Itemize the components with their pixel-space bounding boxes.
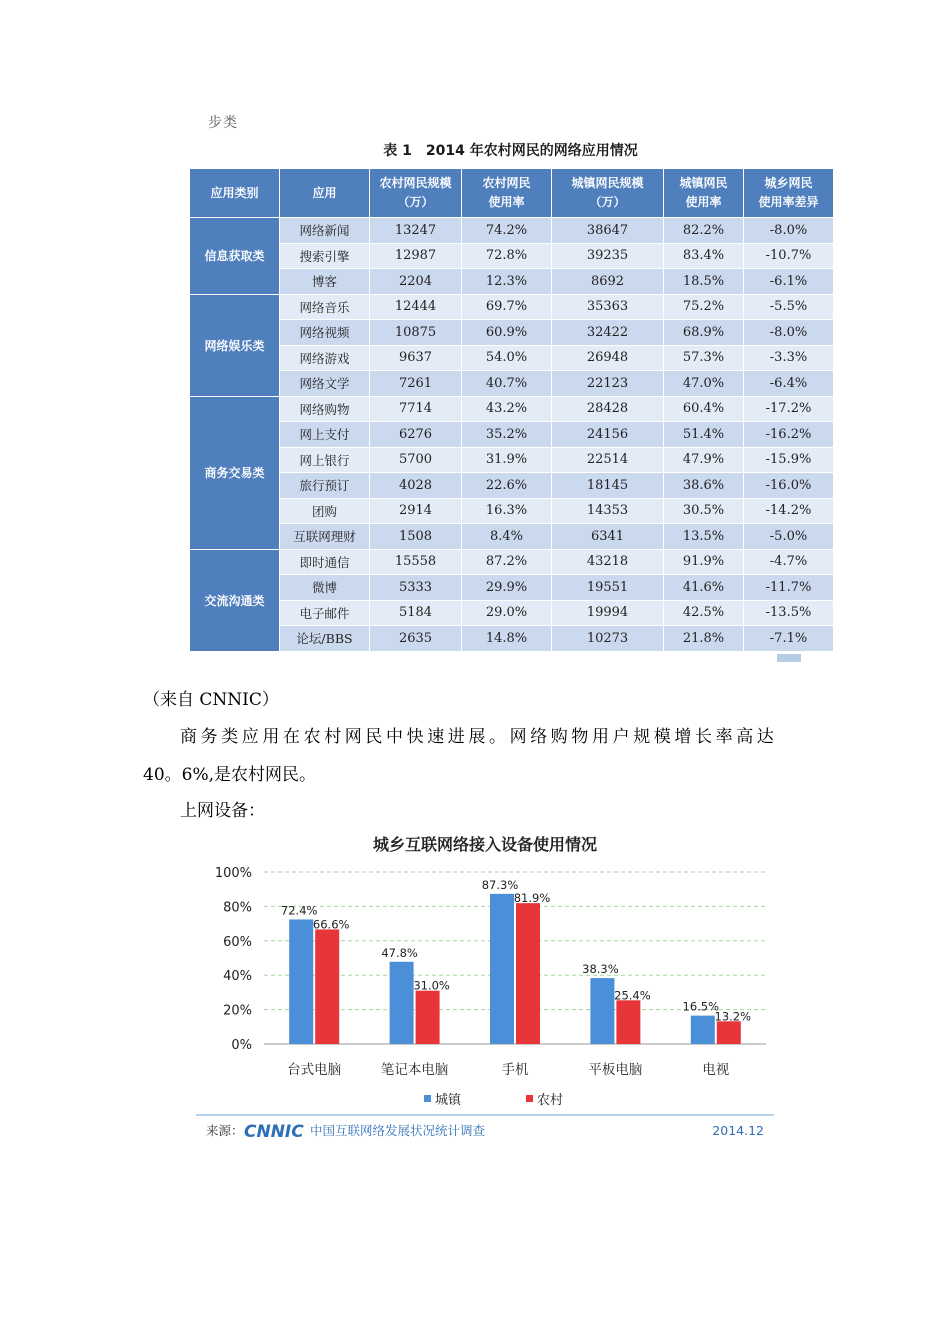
value-cell: 19551 (552, 575, 664, 601)
data-label: 66.6% (312, 917, 350, 932)
table-row (190, 626, 834, 652)
application-name-cell: 网络文学 (280, 371, 370, 397)
value-cell: -5.0% (744, 524, 834, 550)
value-cell: 91.9% (664, 549, 744, 575)
value-cell: -6.1% (744, 269, 834, 295)
value-cell: 40.7% (462, 371, 552, 397)
data-label: 81.9% (513, 891, 551, 906)
x-tick-label: 电视 (702, 1062, 730, 1078)
value-cell: 22514 (552, 447, 664, 473)
legend-label: 城镇 (435, 1093, 462, 1108)
table-header-text: 使用率 (685, 195, 722, 209)
bar-urban (390, 962, 414, 1044)
value-cell: 28428 (552, 396, 664, 422)
bar-rural (717, 1021, 741, 1044)
table-header-cell (552, 169, 664, 218)
value-cell: 43.2% (462, 396, 552, 422)
application-name-cell: 网络购物 (280, 396, 370, 422)
value-cell: -15.9% (744, 447, 834, 473)
value-cell: -4.7% (744, 549, 834, 575)
table-row (190, 524, 834, 550)
application-name-cell: 论坛/BBS (280, 626, 370, 652)
value-cell: 32422 (552, 320, 664, 346)
data-label: 16.5% (682, 999, 720, 1014)
value-cell: 57.3% (664, 345, 744, 371)
value-cell: 75.2% (664, 294, 744, 320)
application-name-cell: 互联网理财 (280, 524, 370, 550)
value-cell: 72.8% (462, 243, 552, 269)
footer-source-label: 来源： (206, 1123, 244, 1138)
value-cell: 51.4% (664, 422, 744, 448)
value-cell: 15558 (370, 549, 462, 575)
value-cell: 42.5% (664, 600, 744, 626)
value-cell: 39235 (552, 243, 664, 269)
value-cell: 5333 (370, 575, 462, 601)
table-header-text: 应用 (312, 185, 337, 200)
x-tick-label: 笔记本电脑 (380, 1062, 449, 1078)
value-cell: -13.5% (744, 600, 834, 626)
value-cell: 12.3% (462, 269, 552, 295)
value-cell: 69.7% (462, 294, 552, 320)
value-cell: 16.3% (462, 498, 552, 524)
x-tick-label: 台式电脑 (287, 1062, 342, 1078)
table-row (190, 447, 834, 473)
value-cell: -16.0% (744, 473, 834, 499)
value-cell: 21.8% (664, 626, 744, 652)
table-header-cell (190, 169, 280, 218)
table-row (190, 218, 834, 244)
value-cell: 26948 (552, 345, 664, 371)
data-label: 25.4% (614, 988, 651, 1003)
category-cell: 信息获取类 (190, 218, 280, 295)
value-cell: 22.6% (462, 473, 552, 499)
table-row (190, 243, 834, 269)
table-row (190, 396, 834, 422)
value-cell: -6.4% (744, 371, 834, 397)
y-tick-label: 60% (223, 934, 252, 950)
footer-org: 中国互联网络发展状况统计调查 (310, 1123, 486, 1138)
table-header-cell (370, 169, 462, 218)
application-name-cell: 旅行预订 (280, 473, 370, 499)
value-cell: 82.2% (664, 218, 744, 244)
application-name-cell: 网上支付 (280, 422, 370, 448)
value-cell: -7.1% (744, 626, 834, 652)
table-header-text: 应用类别 (210, 185, 259, 200)
application-name-cell: 网络视频 (280, 320, 370, 346)
value-cell: 38647 (552, 218, 664, 244)
table-corner-mark (777, 654, 801, 662)
value-cell: -5.5% (744, 294, 834, 320)
value-cell: 8.4% (462, 524, 552, 550)
value-cell: 9637 (370, 345, 462, 371)
table-header-cell (462, 169, 552, 218)
x-tick-label: 手机 (501, 1062, 529, 1078)
value-cell: 5184 (370, 600, 462, 626)
value-cell: -8.0% (744, 320, 834, 346)
value-cell: -10.7% (744, 243, 834, 269)
value-cell: 35363 (552, 294, 664, 320)
legend-swatch (526, 1095, 533, 1102)
table-header-text: （万） (589, 195, 626, 209)
value-cell: 2914 (370, 498, 462, 524)
table-header-text: 城镇网民 (679, 176, 728, 190)
application-name-cell: 即时通信 (280, 549, 370, 575)
value-cell: 18145 (552, 473, 664, 499)
value-cell: 68.9% (664, 320, 744, 346)
bar-rural (516, 903, 540, 1044)
value-cell: 5700 (370, 447, 462, 473)
table-header-text: 使用率 (488, 195, 525, 209)
table-header-cell (280, 169, 370, 218)
application-name-cell: 团购 (280, 498, 370, 524)
value-cell: 30.5% (664, 498, 744, 524)
value-cell: 12444 (370, 294, 462, 320)
y-tick-label: 80% (223, 900, 252, 916)
value-cell: -14.2% (744, 498, 834, 524)
value-cell: 2204 (370, 269, 462, 295)
data-label: 13.2% (714, 1009, 752, 1024)
bar-urban (490, 894, 514, 1044)
application-name-cell: 搜索引擎 (280, 243, 370, 269)
chart-title: 城乡互联网络接入设备使用情况 (372, 835, 598, 854)
table-row (190, 345, 834, 371)
y-tick-label: 0% (231, 1038, 252, 1053)
value-cell: -17.2% (744, 396, 834, 422)
cropped-text-fragment: 步类 (208, 115, 238, 131)
value-cell: 60.9% (462, 320, 552, 346)
y-tick-label: 100% (214, 866, 252, 881)
value-cell: 43218 (552, 549, 664, 575)
y-tick-label: 40% (223, 969, 252, 985)
value-cell: 13247 (370, 218, 462, 244)
value-cell: 8692 (552, 269, 664, 295)
value-cell: 31.9% (462, 447, 552, 473)
value-cell: 29.0% (462, 600, 552, 626)
value-cell: 14353 (552, 498, 664, 524)
bar-urban (289, 919, 313, 1044)
value-cell: 47.9% (664, 447, 744, 473)
category-cell: 交流沟通类 (190, 549, 280, 651)
value-cell: 35.2% (462, 422, 552, 448)
table-title: 表 1 2014 年农村网民的网络应用情况 (383, 143, 638, 159)
table-header-text: 城镇网民规模 (571, 176, 644, 190)
footer-logo: CNNIC (244, 1122, 304, 1142)
y-tick-label: 20% (223, 1003, 252, 1019)
value-cell: 83.4% (664, 243, 744, 269)
value-cell: -3.3% (744, 345, 834, 371)
table-header-cell (744, 169, 834, 218)
table-row (190, 320, 834, 346)
value-cell: 12987 (370, 243, 462, 269)
bar-urban (691, 1016, 715, 1044)
application-name-cell: 网上银行 (280, 447, 370, 473)
x-tick-label: 平板电脑 (588, 1062, 643, 1078)
table-header-text: （万） (397, 195, 434, 209)
application-name-cell: 电子邮件 (280, 600, 370, 626)
value-cell: 54.0% (462, 345, 552, 371)
legend-swatch (424, 1095, 431, 1102)
source-note: （来自 CNNIC） (143, 690, 279, 710)
table-header-text: 农村网民 (482, 176, 531, 190)
value-cell: 29.9% (462, 575, 552, 601)
application-name-cell: 微博 (280, 575, 370, 601)
table-header-cell (664, 169, 744, 218)
value-cell: 6341 (552, 524, 664, 550)
value-cell: 10875 (370, 320, 462, 346)
value-cell: 14.8% (462, 626, 552, 652)
value-cell: 7261 (370, 371, 462, 397)
table-row (190, 473, 834, 499)
value-cell: 19994 (552, 600, 664, 626)
table-row (190, 371, 834, 397)
value-cell: 10273 (552, 626, 664, 652)
table-row (190, 600, 834, 626)
value-cell: 87.2% (462, 549, 552, 575)
table-header-text: 农村网民规模 (379, 176, 452, 190)
bar-rural (315, 929, 339, 1044)
value-cell: -11.7% (744, 575, 834, 601)
value-cell: 60.4% (664, 396, 744, 422)
table-header-text: 城乡网民 (764, 176, 813, 190)
data-label: 38.3% (582, 962, 619, 977)
value-cell: 6276 (370, 422, 462, 448)
category-cell: 商务交易类 (190, 396, 280, 549)
bar-chart-svg (192, 822, 778, 1144)
bar-urban (590, 978, 614, 1044)
bar-rural (616, 1000, 640, 1044)
table-row (190, 422, 834, 448)
table-row (190, 269, 834, 295)
value-cell: 2635 (370, 626, 462, 652)
device-usage-chart (192, 822, 778, 1144)
legend-label: 农村 (537, 1093, 564, 1108)
data-label: 87.3% (481, 877, 519, 892)
network-application-table (189, 168, 834, 652)
value-cell: 24156 (552, 422, 664, 448)
bar-rural (416, 991, 440, 1044)
value-cell: 18.5% (664, 269, 744, 295)
table-header-row (190, 169, 834, 218)
table-row (190, 294, 834, 320)
table-header-text: 使用率差异 (758, 195, 819, 209)
paragraph-devices-heading: 上网设备： (180, 801, 265, 821)
application-name-cell: 网络音乐 (280, 294, 370, 320)
data-label: 31.0% (413, 978, 450, 993)
value-cell: 41.6% (664, 575, 744, 601)
value-cell: 7714 (370, 396, 462, 422)
value-cell: 38.6% (664, 473, 744, 499)
table-row (190, 575, 834, 601)
paragraph-commerce: 商务类应用在农村网民中快速进展。网络购物用户规模增长率高达 (180, 727, 778, 747)
value-cell: 1508 (370, 524, 462, 550)
value-cell: 74.2% (462, 218, 552, 244)
value-cell: 47.0% (664, 371, 744, 397)
data-label: 47.8% (381, 945, 418, 960)
table-row (190, 549, 834, 575)
application-name-cell: 网络新闻 (280, 218, 370, 244)
paragraph-growth: 40。6%,是农村网民。 (143, 765, 317, 785)
value-cell: -16.2% (744, 422, 834, 448)
value-cell: 13.5% (664, 524, 744, 550)
value-cell: 22123 (552, 371, 664, 397)
category-cell: 网络娱乐类 (190, 294, 280, 396)
value-cell: -8.0% (744, 218, 834, 244)
value-cell: 4028 (370, 473, 462, 499)
data-label: 72.4% (280, 903, 318, 918)
footer-date: 2014.12 (712, 1123, 764, 1138)
table-row (190, 498, 834, 524)
application-name-cell: 网络游戏 (280, 345, 370, 371)
application-name-cell: 博客 (280, 269, 370, 295)
